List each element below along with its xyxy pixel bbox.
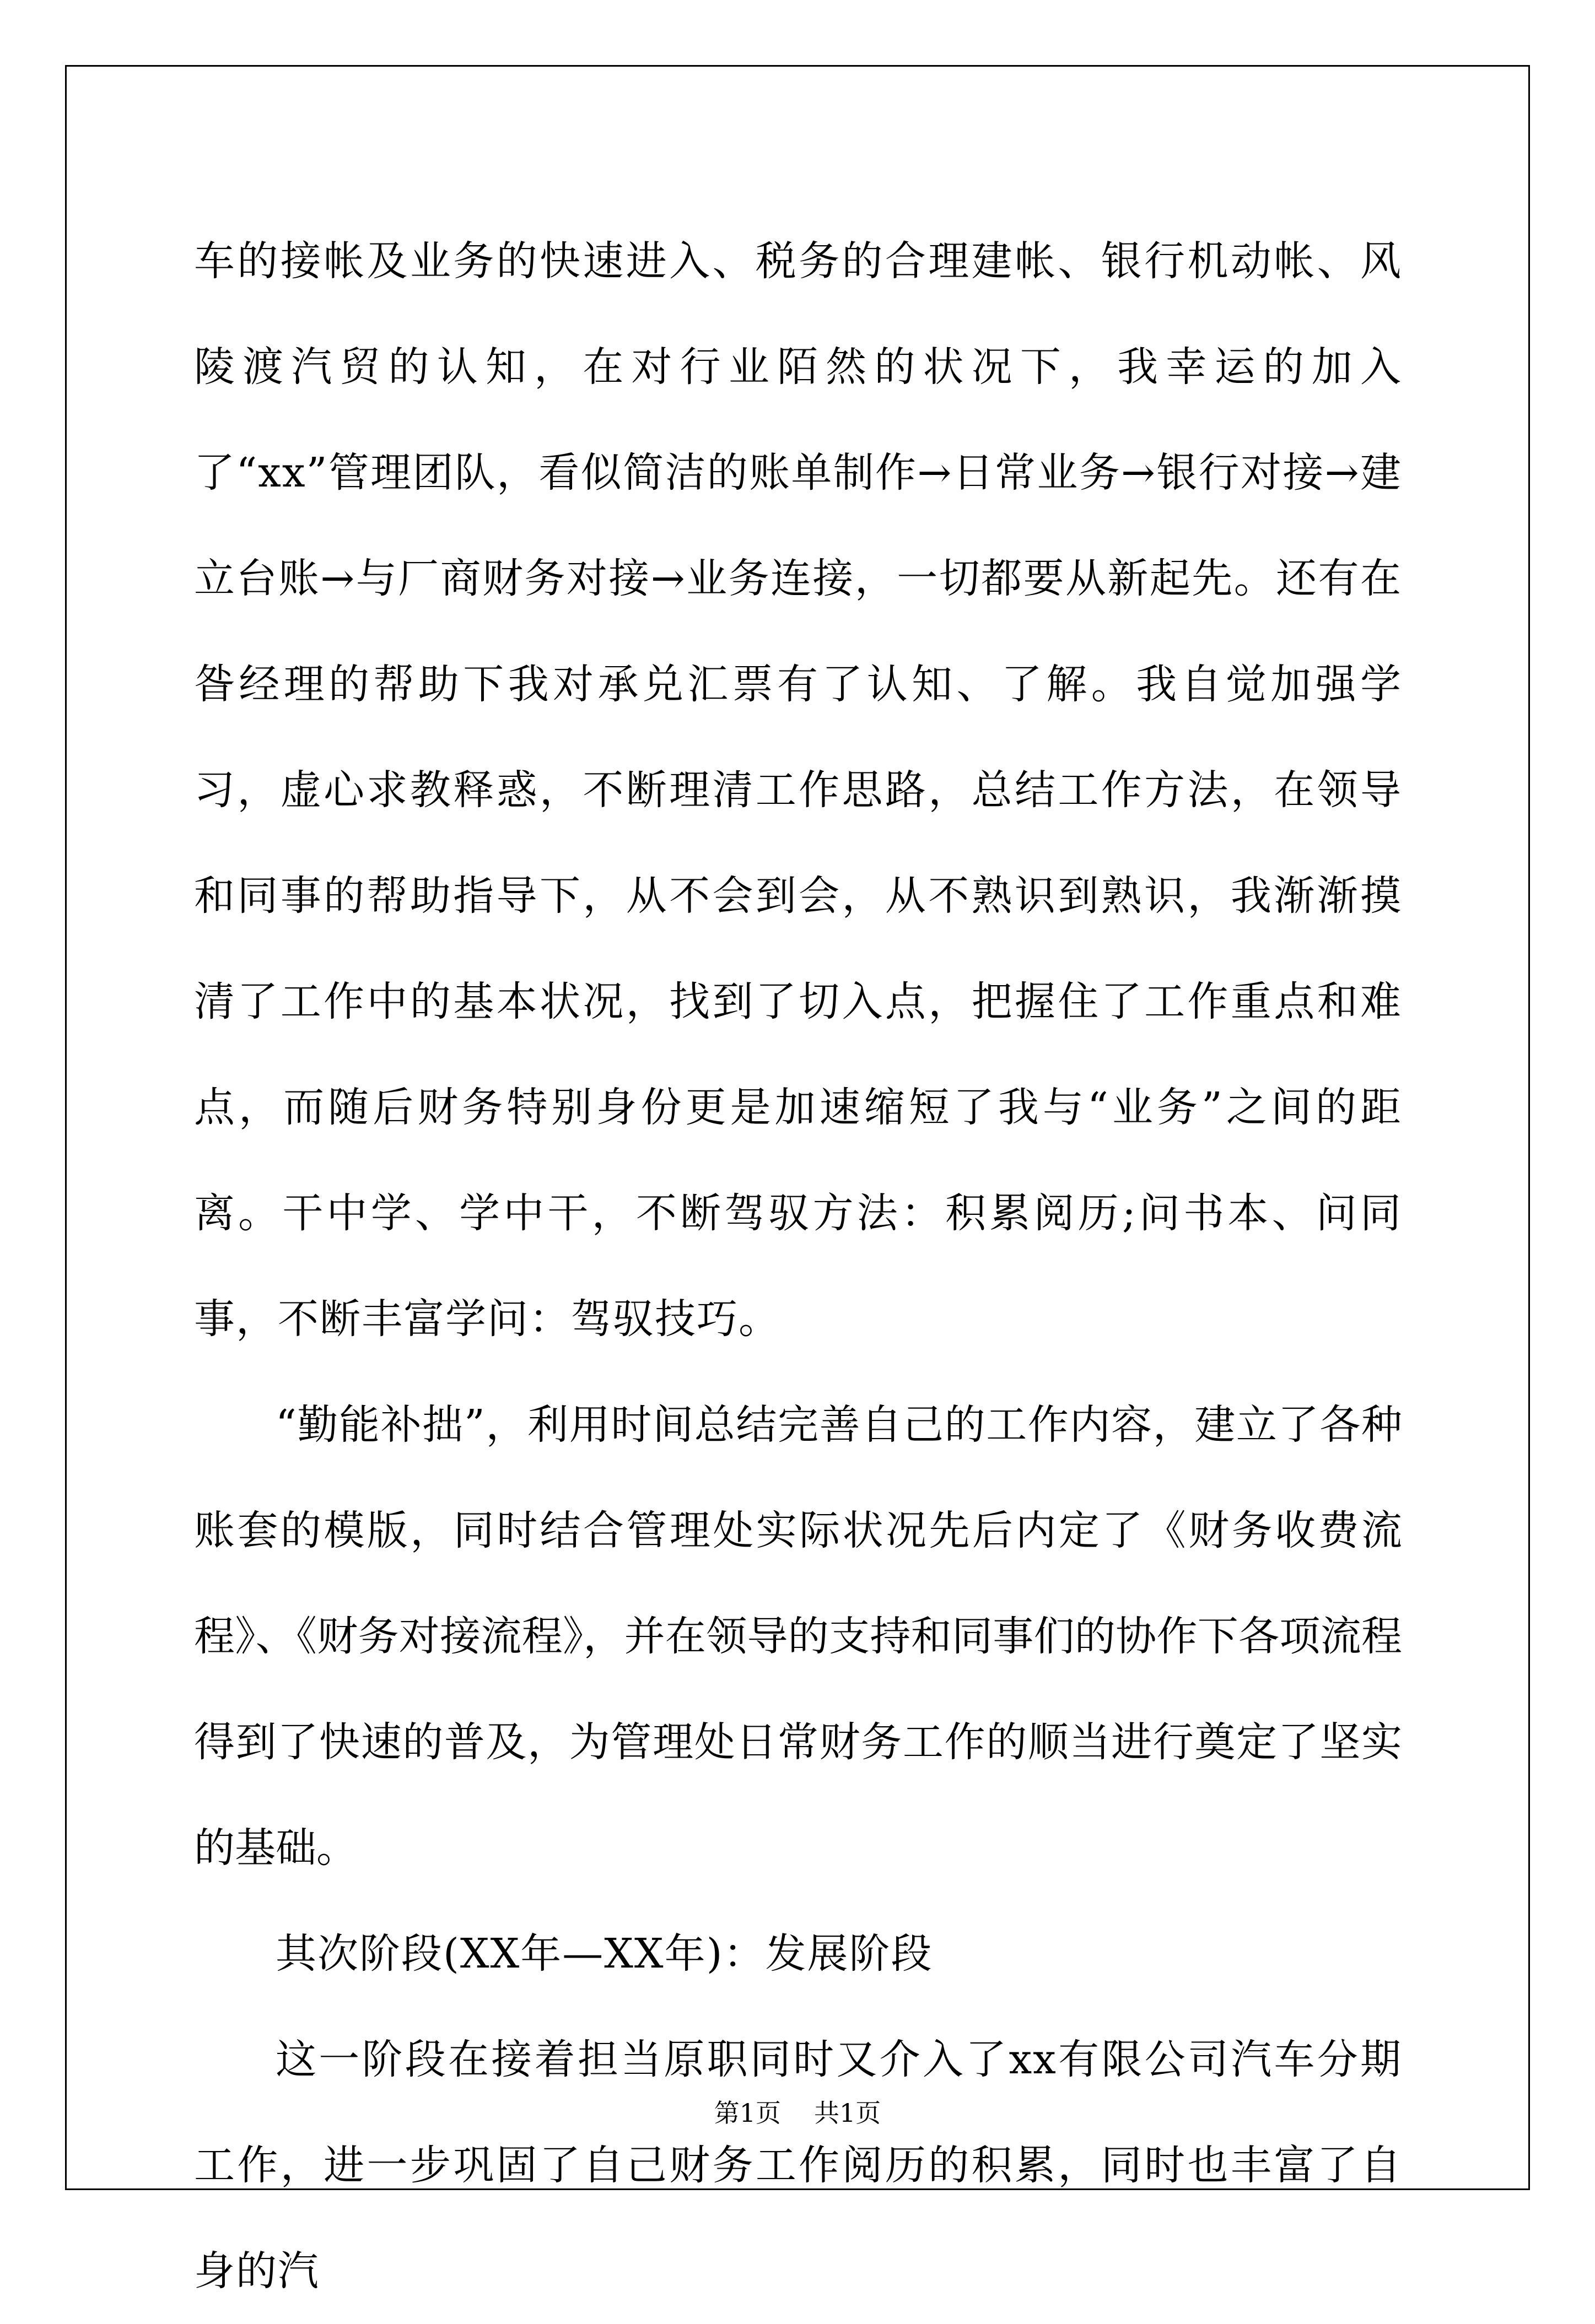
page-footer	[0, 2096, 1595, 2130]
paragraph-1: 车的接帐及业务的快速进入、税务的合理建帐、银行机动帐、风陵渡汽贸的认知，在对行业陌然的状况下，我幸运的加入了“xx”管理团队，看似简洁的账单制作→日常业务→银行对接→建立台账→与厂商财务对接→业务连接，一切都要从新起先。还有在昝经理的帮助下我对承兑汇票有了认知、了解。我自觉加强学习，虚心求教释惑，不断理清工作思路，总结工作方法，在领导和同事的帮助指导下，从不会到会，从不熟识到熟识，我渐渐摸清了工作中的基本状况，找到了切入点，把握住了工作重点和难点，而随后财务特别身份更是加速缩短了我与“业务”之间的距离。干中学、学中干，不断驾驭方法：积累阅历;问书本、问同事，不断丰富学问：驾驭技巧。	[194, 237, 1402, 1343]
page-number: 第1页	[714, 2098, 781, 2128]
paragraph-4: 这一阶段在接着担当原职同时又介入了xx有限公司汽车分期工作，进一步巩固了自己财务工作阅历的积累，同时也丰富了自身的汽	[194, 2036, 1402, 2295]
paragraph-2: “勤能补拙”，利用时间总结完善自己的工作内容，建立了各种账套的模版，同时结合管理处实际状况先后内定了《财务收费流程》、《财务对接流程》，并在领导的支持和同事们的协作下各项流程得到了快速的普及，为管理处日常财务工作的顺当进行奠定了坚实的基础。	[194, 1401, 1402, 1872]
document-body	[194, 208, 1402, 2324]
paragraph-3-section-heading: 其次阶段(XX年—XX年)：发展阶段	[276, 1930, 933, 1977]
page-total: 共1页	[814, 2098, 881, 2128]
